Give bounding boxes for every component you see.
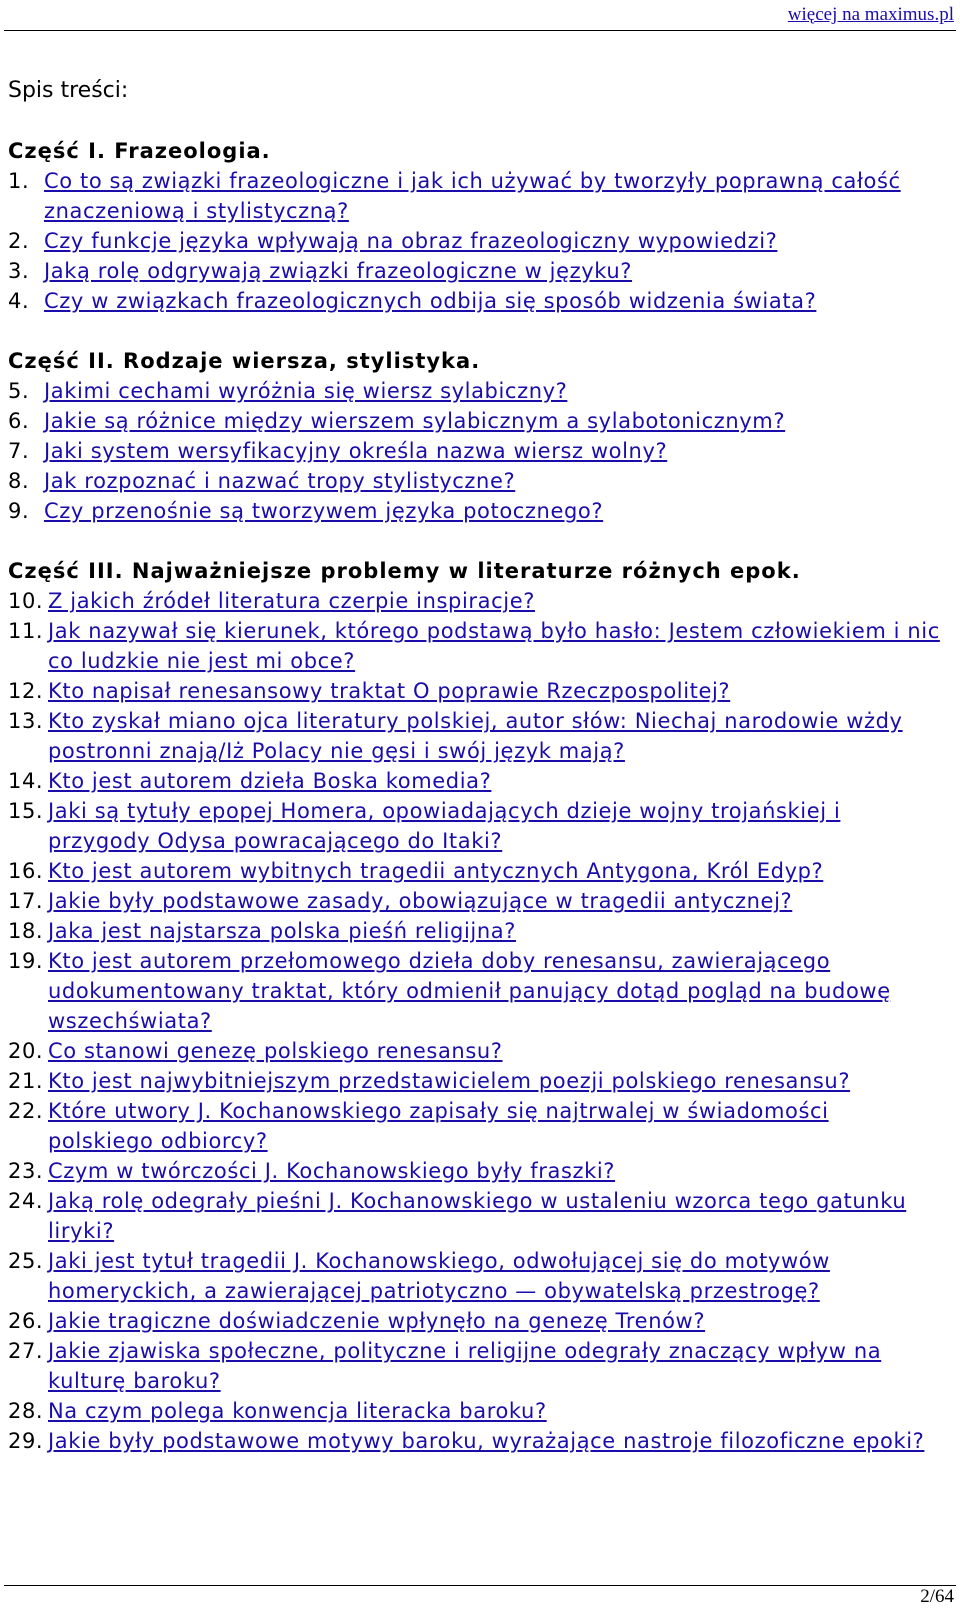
toc-item: [8, 586, 948, 616]
toc-link[interactable]: Co stanowi genezę polskiego renesansu?: [48, 1039, 503, 1063]
toc-item: [8, 916, 948, 946]
toc-link[interactable]: Czy w związkach frazeologicznych odbija się sposób widzenia świata?: [44, 289, 817, 313]
footer-rule: [4, 1585, 956, 1586]
item-number: 16.: [8, 859, 44, 883]
toc-link[interactable]: Co to są związki frazeologiczne i jak ich używać by tworzyły poprawną całość znaczeniową i stylistyczną?: [44, 169, 901, 223]
toc-title: Spis treści:: [8, 78, 129, 103]
part-2: [8, 346, 948, 526]
toc-link[interactable]: Kto jest autorem wybitnych tragedii antycznych Antygona, Król Edyp?: [48, 859, 824, 883]
toc-item: [8, 406, 948, 436]
toc-item: [8, 1156, 948, 1186]
toc-link[interactable]: Które utwory J. Kochanowskiego zapisały się najtrwalej w świadomości polskiego odbiorcy?: [48, 1099, 829, 1153]
item-number: 26.: [8, 1309, 44, 1333]
toc-link[interactable]: Jaki są tytuły epopej Homera, opowiadających dzieje wojny trojańskiej i przygody Odysa powracającego do Itaki?: [48, 799, 841, 853]
toc-link[interactable]: Kto jest autorem dzieła Boska komedia?: [48, 769, 492, 793]
item-number: 27.: [8, 1339, 44, 1363]
item-number: 13.: [8, 709, 44, 733]
part-title: Część III. Najważniejsze problemy w literaturze różnych epok.: [8, 559, 801, 583]
toc-item: [8, 1246, 948, 1306]
maximus-link[interactable]: więcej na maximus.pl: [787, 4, 954, 25]
toc-link[interactable]: Z jakich źródeł literatura czerpie inspiracje?: [48, 589, 535, 613]
toc-link[interactable]: Kto jest najwybitniejszym przedstawicielem poezji polskiego renesansu?: [48, 1069, 851, 1093]
item-number: 28.: [8, 1399, 44, 1423]
item-number: 1.: [8, 169, 30, 193]
toc-item: [8, 466, 948, 496]
toc-link[interactable]: Jakimi cechami wyróżnia się wiersz sylabiczny?: [44, 379, 568, 403]
page-number: 2/64: [920, 1586, 954, 1607]
item-number: 11.: [8, 619, 44, 643]
toc-item: [8, 1066, 948, 1096]
item-number: 4.: [8, 289, 30, 313]
item-number: 29.: [8, 1429, 44, 1453]
part-3: [8, 556, 948, 1456]
toc-link[interactable]: Jakie tragiczne doświadczenie wpłynęło na genezę Trenów?: [48, 1309, 706, 1333]
toc-link[interactable]: Jakie zjawiska społeczne, polityczne i religijne odegrały znaczący wpływ na kulturę baroku?: [48, 1339, 882, 1393]
item-number: 17.: [8, 889, 44, 913]
toc-link[interactable]: Jaki system wersyfikacyjny określa nazwa wiersz wolny?: [44, 439, 668, 463]
toc-link[interactable]: Jakie były podstawowe zasady, obowiązujące w tragedii antycznej?: [48, 889, 793, 913]
toc-link[interactable]: Czy funkcje języka wpływają na obraz frazeologiczny wypowiedzi?: [44, 229, 778, 253]
toc-link[interactable]: Jak nazywał się kierunek, którego podstawą było hasło: Jestem człowiekiem i nic co ludzkie nie jest mi obce?: [48, 619, 940, 673]
toc-item: [8, 796, 948, 856]
toc-item: [8, 856, 948, 886]
toc-link[interactable]: Jaki jest tytuł tragedii J. Kochanowskiego, odwołującej się do motywów homeryckich, a zawierającej patriotyczno — obywatelską przestrogę?: [48, 1249, 830, 1303]
toc-link[interactable]: Czym w twórczości J. Kochanowskiego były fraszki?: [48, 1159, 616, 1183]
toc-link[interactable]: Jaką rolę odgrywają związki frazeologiczne w języku?: [44, 259, 633, 283]
toc-item: [8, 1396, 948, 1426]
toc-item: [8, 616, 948, 676]
toc-item: [8, 1096, 948, 1156]
item-number: 3.: [8, 259, 30, 283]
toc-link[interactable]: Na czym polega konwencja literacka baroku?: [48, 1399, 547, 1423]
toc-item: [8, 226, 948, 256]
toc-item: [8, 1036, 948, 1066]
toc-item: [8, 1306, 948, 1336]
toc-item: [8, 1186, 948, 1246]
part-1: [8, 136, 948, 316]
item-number: 12.: [8, 679, 44, 703]
item-number: 19.: [8, 949, 44, 973]
item-number: 2.: [8, 229, 30, 253]
item-number: 7.: [8, 439, 30, 463]
toc-item: [8, 676, 948, 706]
header-rule: [4, 30, 956, 31]
item-number: 14.: [8, 769, 44, 793]
toc-link[interactable]: Jakie są różnice między wierszem sylabicznym a sylabotonicznym?: [44, 409, 786, 433]
toc-link[interactable]: Jak rozpoznać i nazwać tropy stylistyczne?: [44, 469, 516, 493]
toc-item: [8, 766, 948, 796]
toc-link[interactable]: Jakie były podstawowe motywy baroku, wyrażające nastroje filozoficzne epoki?: [48, 1429, 925, 1453]
item-number: 6.: [8, 409, 30, 433]
toc-item: [8, 706, 948, 766]
item-number: 23.: [8, 1159, 44, 1183]
part-title: Część II. Rodzaje wiersza, stylistyka.: [8, 349, 481, 373]
item-number: 20.: [8, 1039, 44, 1063]
toc-link[interactable]: Kto jest autorem przełomowego dzieła doby renesansu, zawierającego udokumentowany traktat, który odmienił panujący dotąd pogląd na budowę wszechświata?: [48, 949, 891, 1033]
item-number: 8.: [8, 469, 30, 493]
item-number: 9.: [8, 499, 30, 523]
toc-item: [8, 496, 948, 526]
toc-link[interactable]: Kto zyskał miano ojca literatury polskiej, autor słów: Niechaj narodowie wżdy postronni znają/Iż Polacy nie gęsi i swój język mają?: [48, 709, 903, 763]
item-number: 21.: [8, 1069, 44, 1093]
toc-item: [8, 256, 948, 286]
item-number: 5.: [8, 379, 30, 403]
part-title: Część I. Frazeologia.: [8, 139, 271, 163]
toc-link[interactable]: Jaką rolę odegrały pieśni J. Kochanowskiego w ustaleniu wzorca tego gatunku liryki?: [48, 1189, 907, 1243]
item-number: 25.: [8, 1249, 44, 1273]
toc-link[interactable]: Jaka jest najstarsza polska pieśń religijna?: [48, 919, 516, 943]
toc-item: [8, 436, 948, 466]
toc-item: [8, 1336, 948, 1396]
item-number: 18.: [8, 919, 44, 943]
toc-item: [8, 1426, 948, 1456]
toc-item: [8, 166, 948, 226]
item-number: 15.: [8, 799, 44, 823]
item-number: 24.: [8, 1189, 44, 1213]
toc-link[interactable]: Czy przenośnie są tworzywem języka potocznego?: [44, 499, 604, 523]
item-number: 10.: [8, 589, 44, 613]
toc-item: [8, 946, 948, 1036]
item-number: 22.: [8, 1099, 44, 1123]
toc-item: [8, 286, 948, 316]
table-of-contents: [8, 76, 948, 1486]
toc-link[interactable]: Kto napisał renesansowy traktat O poprawie Rzeczpospolitej?: [48, 679, 731, 703]
toc-item: [8, 376, 948, 406]
toc-item: [8, 886, 948, 916]
